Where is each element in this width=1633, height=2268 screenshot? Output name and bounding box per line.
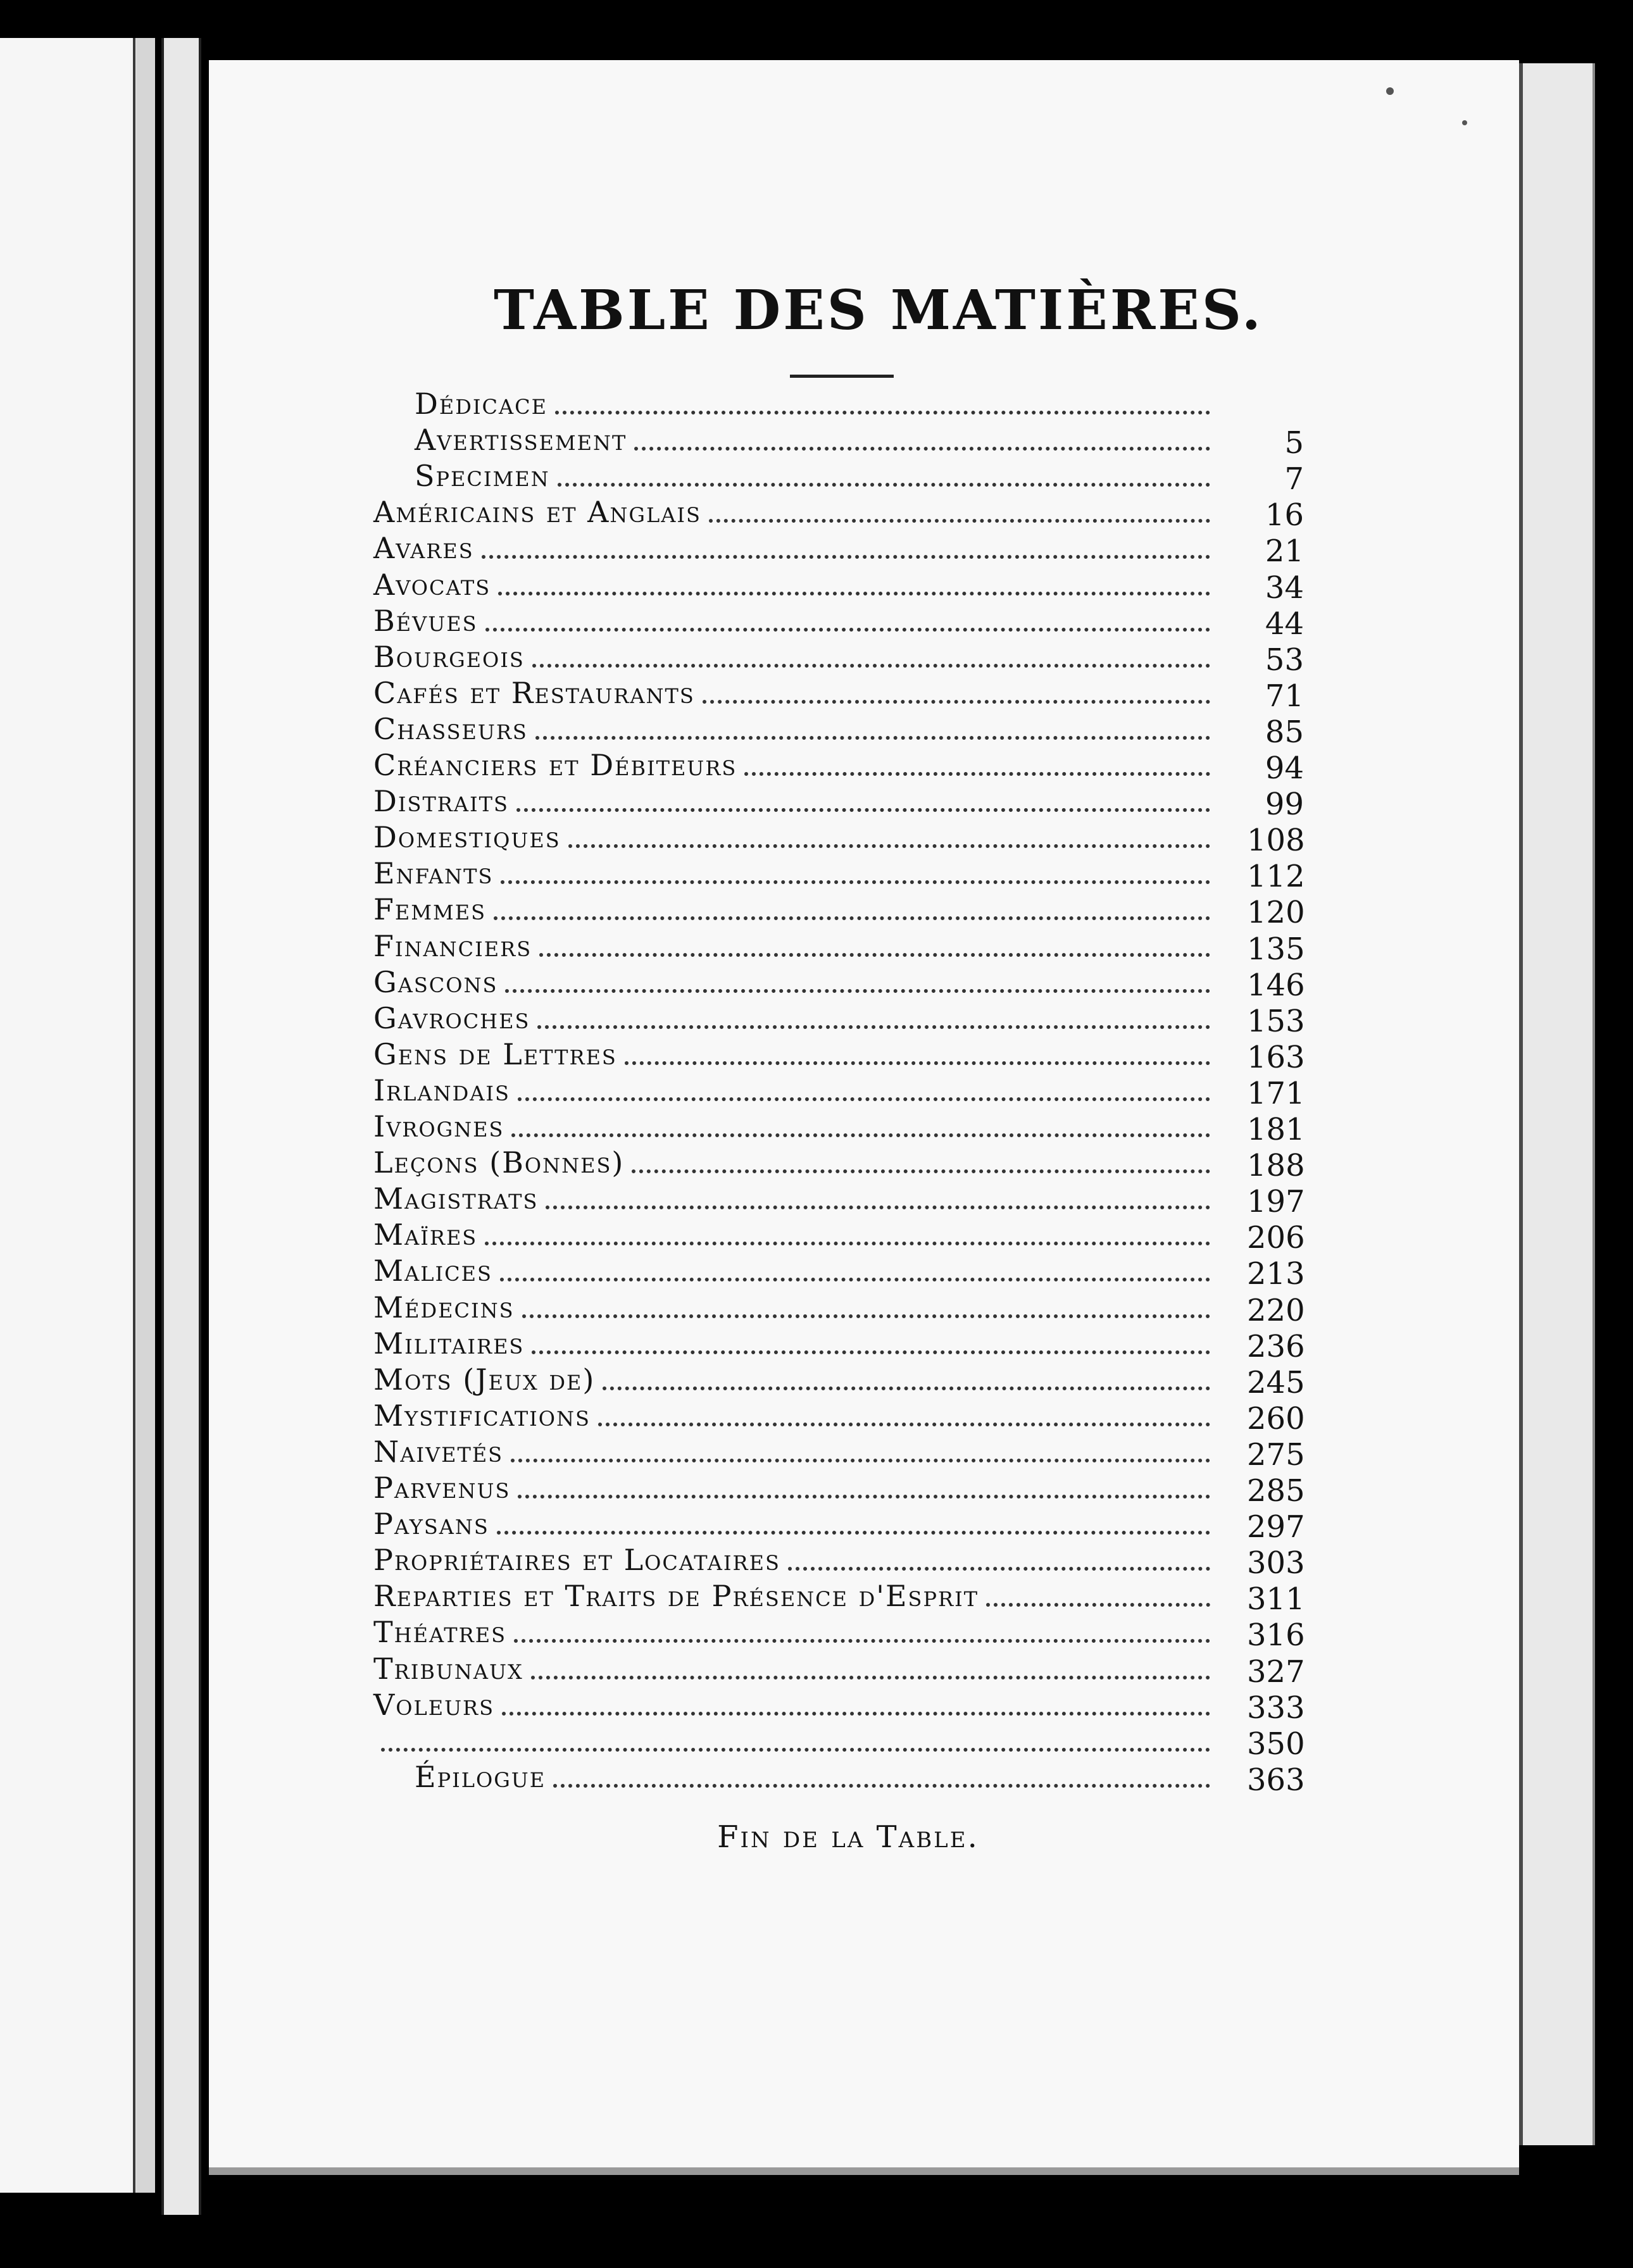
toc-entry-label: Irlandais [373, 1073, 510, 1107]
toc-entry-page-number: 163 [1247, 1039, 1305, 1075]
toc-entry [373, 422, 1304, 461]
toc-entry [373, 1434, 1305, 1473]
toc-entry-page-number: 327 [1247, 1654, 1305, 1690]
toc-entry-page-number: 285 [1247, 1473, 1305, 1509]
toc-entry-page-number: 213 [1247, 1256, 1305, 1292]
toc-entry [373, 530, 1304, 570]
dot-leader [532, 664, 1210, 668]
toc-entry-page-number: 34 [1265, 570, 1304, 606]
toc-entry [373, 1145, 1305, 1184]
toc-entry [373, 386, 1304, 422]
dot-leader [518, 1495, 1210, 1498]
toc-entry-page-number: 316 [1247, 1617, 1305, 1654]
toc-entry [373, 711, 1304, 750]
toc-entry-label: Domestiques [373, 820, 561, 855]
toc-entry-page-number: 303 [1247, 1545, 1305, 1581]
toc-entry-page-number: 146 [1247, 967, 1305, 1003]
toc-entry [373, 1687, 1305, 1726]
toc-entry-label: Avocats [373, 567, 491, 602]
dot-leader [522, 1314, 1210, 1318]
dot-leader [539, 953, 1210, 957]
toc-entry [373, 1506, 1305, 1545]
dot-leader [518, 1097, 1210, 1101]
toc-entry [373, 1000, 1304, 1037]
toc-entry [373, 783, 1304, 823]
toc-entry-page-number: 236 [1247, 1328, 1305, 1364]
toc-entry-label: Voleurs [373, 1687, 495, 1722]
toc-entry [373, 856, 1305, 895]
toc-entry [373, 1759, 1305, 1798]
toc-entry-page-number: 350 [1247, 1726, 1305, 1762]
toc-entry-page-number: 21 [1265, 533, 1304, 570]
toc-entry-page-number: 94 [1265, 751, 1304, 786]
toc-entry-page-number: 85 [1265, 714, 1304, 750]
toc-entry-page-number: 71 [1265, 678, 1304, 714]
toc-entry-label: Gavroches [373, 1000, 530, 1035]
dot-leader [516, 808, 1210, 812]
toc-entry [373, 1217, 1305, 1256]
dot-leader [625, 1061, 1210, 1065]
toc-entry-page-number: 260 [1247, 1400, 1305, 1436]
dot-leader [634, 447, 1210, 451]
dot-leader [744, 772, 1210, 776]
dot-leader [555, 411, 1210, 414]
footer-text: Fin de la Table. [717, 1819, 979, 1855]
page-title: TABLE DES MATIÈRES. [494, 278, 1263, 342]
dot-leader [598, 1423, 1210, 1426]
toc-entry-label: Tribunaux [373, 1651, 523, 1686]
page-bottom-shadow [209, 2167, 1519, 2175]
dot-leader [498, 592, 1210, 595]
toc-entry [373, 928, 1305, 967]
toc-entry-page-number: 135 [1247, 931, 1305, 967]
toc-entry-label: Bévues [373, 603, 478, 638]
toc-entry-label: Cafés et Restaurants [373, 675, 695, 710]
toc-entry-label: Parvenus [373, 1471, 511, 1505]
toc-entry [373, 819, 1305, 859]
toc-entry-label: Leçons (Bonnes) [373, 1145, 625, 1180]
dot-leader [511, 1133, 1210, 1137]
toc-entry-label: Paysans [373, 1507, 489, 1542]
toc-entry-label: Dédicace [415, 387, 547, 421]
toc-entry [373, 1073, 1304, 1109]
toc-entry-page-number: 7 [1284, 461, 1304, 497]
toc-entry [373, 639, 1304, 678]
toc-entry-label: Naivetés [373, 1434, 504, 1469]
dot-leader [546, 1206, 1210, 1209]
toc-entry-label: Militaires [373, 1326, 525, 1361]
dot-leader [986, 1603, 1210, 1607]
page-edge-right [1519, 63, 1595, 2145]
toc-entry-page-number: 197 [1247, 1184, 1305, 1220]
toc-entry [373, 892, 1305, 931]
dot-leader [709, 519, 1210, 523]
dot-leader [482, 555, 1210, 559]
toc-entry [373, 1470, 1305, 1509]
toc-entry-label: Gascons [373, 964, 498, 999]
toc-entry-page-number: 206 [1247, 1220, 1305, 1256]
toc-entry-page-number: 16 [1265, 497, 1304, 533]
toc-entry-label: Épilogue [415, 1759, 546, 1794]
toc-entry-label: Médecins [373, 1290, 515, 1324]
dot-leader [485, 1242, 1210, 1245]
toc-entry-label: Malices [373, 1254, 492, 1288]
toc-entry [373, 1253, 1305, 1292]
toc-entry [373, 1651, 1305, 1690]
dot-leader [485, 628, 1210, 632]
toc-entry-label: Avertissement [415, 423, 627, 458]
toc-entry-label: Avares [373, 531, 474, 566]
scan-speck [1462, 120, 1467, 125]
dot-leader [558, 483, 1210, 487]
title-rule [790, 375, 894, 378]
dot-leader [500, 1278, 1210, 1281]
dot-leader [514, 1639, 1210, 1643]
left-page-surface [0, 38, 135, 2193]
dot-leader [494, 916, 1210, 920]
dot-leader [381, 1748, 1210, 1752]
toc-entry-label: Distraits [373, 784, 509, 819]
toc-entry-page-number: 181 [1247, 1112, 1305, 1147]
scan-speck [1386, 87, 1394, 95]
toc-entry [373, 1542, 1305, 1581]
dot-leader [632, 1169, 1210, 1173]
left-facing-page [0, 38, 155, 2193]
toc-entry-label: Propriétaires et Locataires [373, 1543, 780, 1578]
toc-entry-label: Ivrognes [373, 1109, 504, 1143]
toc-entry-label: Mystifications [373, 1398, 591, 1433]
toc-entry-page-number: 112 [1247, 859, 1305, 895]
toc-entry [373, 567, 1304, 606]
toc-entry-page-number: 245 [1247, 1364, 1305, 1400]
toc-entry-page-number: 171 [1247, 1075, 1305, 1111]
toc-entry-page-number: 311 [1247, 1581, 1305, 1617]
toc-entry [373, 494, 1304, 533]
toc-entry-page-number: 275 [1247, 1436, 1305, 1473]
toc-entry-label: Mots (Jeux de) [373, 1362, 596, 1397]
toc-entry-label: Specimen [415, 459, 550, 494]
toc-entry-label: Financiers [373, 928, 532, 963]
toc-entry [373, 1398, 1304, 1434]
dot-leader [568, 844, 1210, 848]
dot-leader [535, 736, 1210, 740]
toc-entry-page-number: 53 [1265, 642, 1304, 678]
toc-entry [373, 964, 1305, 1003]
toc-entry-label: Créanciers et Débiteurs [373, 748, 737, 782]
dot-leader [537, 1025, 1210, 1029]
toc-entry [373, 675, 1304, 714]
toc-entry-label: Reparties et Traits de Présence d'Esprit [373, 1579, 979, 1614]
toc-entry-label: Femmes [373, 892, 487, 927]
left-page-edge [136, 38, 155, 2193]
dot-leader [788, 1567, 1210, 1571]
toc-entry [373, 1290, 1304, 1326]
toc-entry [373, 1578, 1305, 1617]
toc-entry [373, 1109, 1304, 1145]
book-gutter [161, 38, 201, 2215]
toc-entry-label: Gens de Lettres [373, 1037, 617, 1071]
toc-entry-page-number: 153 [1247, 1003, 1305, 1039]
toc-entry [373, 458, 1304, 497]
dot-leader [511, 1459, 1210, 1462]
dot-leader [502, 1712, 1210, 1716]
toc-entry-page-number: 220 [1247, 1292, 1305, 1328]
toc-entry-label: Maïres [373, 1218, 478, 1252]
dot-leader [703, 700, 1210, 704]
toc-entry-page-number: 5 [1284, 425, 1304, 461]
dot-leader [505, 989, 1210, 993]
toc-entry [373, 747, 1304, 786]
toc-entry-label: Bourgeois [373, 639, 525, 674]
toc-entry [373, 1614, 1305, 1654]
toc-entry-page-number: 333 [1247, 1690, 1305, 1726]
toc-entry-label: Chasseurs [373, 711, 528, 746]
toc-entry [373, 1723, 1305, 1762]
toc-entry-label: Magistrats [373, 1181, 539, 1216]
dot-leader [603, 1386, 1210, 1390]
dot-leader [532, 1350, 1210, 1354]
toc-entry-label: Américains et Anglais [373, 495, 701, 530]
dot-leader [497, 1531, 1210, 1535]
dot-leader [501, 880, 1210, 884]
toc-entry-page-number: 44 [1265, 606, 1304, 642]
toc-entry [373, 1326, 1304, 1362]
toc-entry-page-number: 120 [1247, 895, 1305, 931]
toc-entry [373, 1181, 1305, 1220]
toc-entry-page-number: 188 [1247, 1148, 1305, 1184]
toc-entry-page-number: 297 [1247, 1509, 1305, 1545]
toc-entry-label: Théatres [373, 1615, 507, 1650]
toc-entry [373, 603, 1304, 642]
toc-entry-page-number: 99 [1265, 787, 1304, 823]
toc-entry [373, 1037, 1304, 1073]
toc-entry [373, 1362, 1304, 1398]
dot-leader [531, 1676, 1210, 1679]
toc-entry-page-number: 108 [1247, 823, 1305, 859]
dot-leader [553, 1784, 1210, 1788]
toc-entry-page-number: 363 [1247, 1762, 1305, 1798]
toc-entry-label: Enfants [373, 856, 494, 891]
